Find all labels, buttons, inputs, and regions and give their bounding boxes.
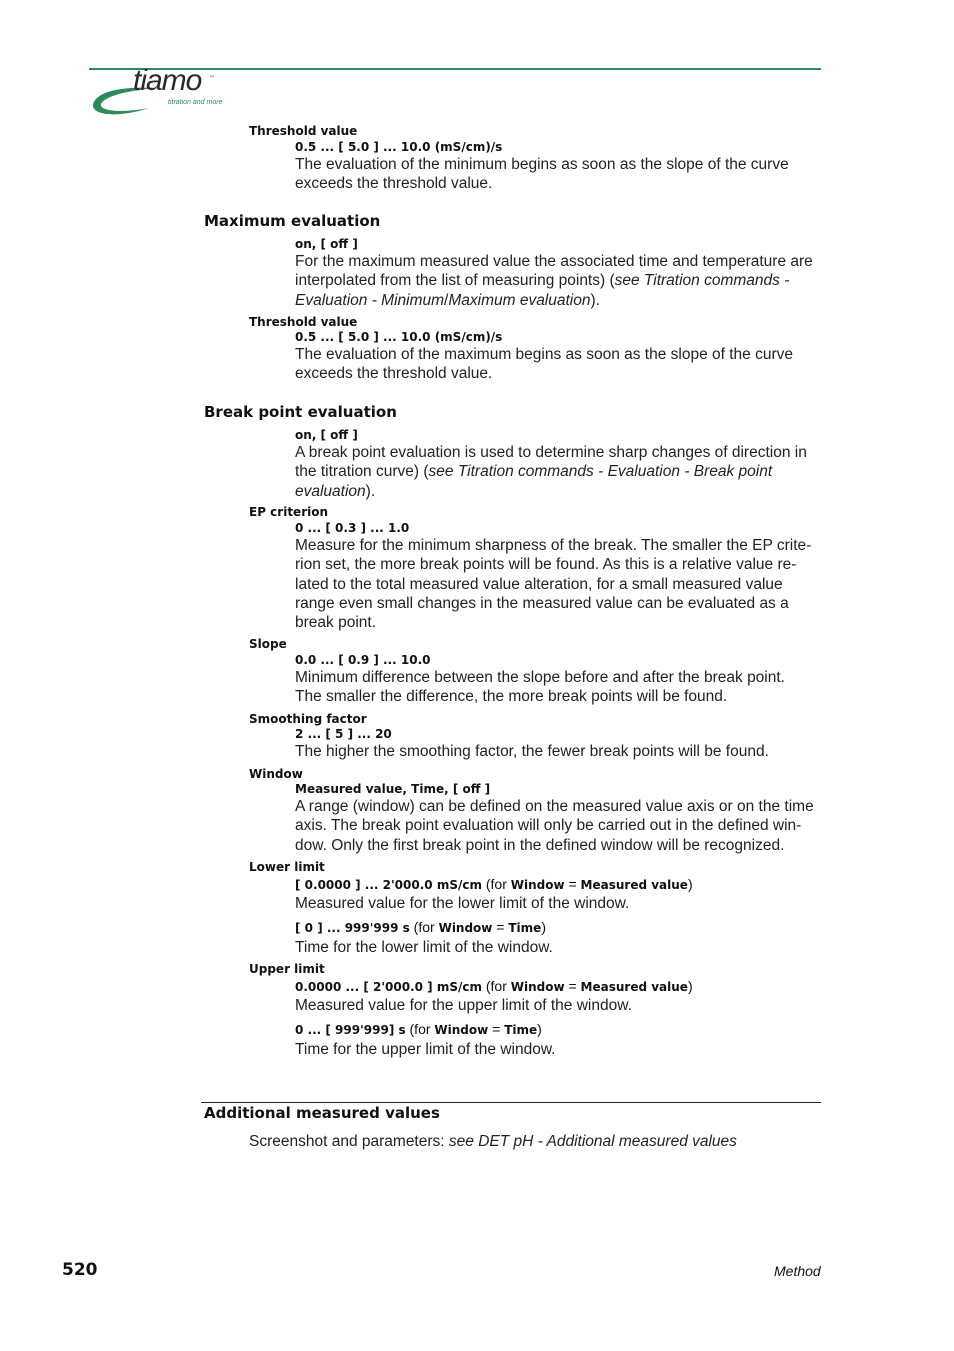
- param-value-max-threshold: 0.5 ... [ 5.0 ] ... 10.0 (mS/cm)/s: [295, 330, 503, 344]
- param-desc-upper-limit-time: Time for the upper limit of the window.: [295, 1041, 556, 1058]
- param-label-smoothing-factor: Smoothing factor: [249, 712, 367, 726]
- param-label-min-threshold: Threshold value: [249, 124, 358, 138]
- param-desc-min-threshold: The evaluation of the minimum begins as soon as the slope of the curve exceeds the threshold value.: [295, 156, 789, 193]
- param-value-upper-limit-time: 0 ... [ 999'999] s (for Window = Time): [295, 1021, 542, 1037]
- section-divider: [201, 1102, 821, 1103]
- page-number: 520: [62, 1260, 98, 1280]
- param-value-bp-eval: on, [ off ]: [295, 428, 358, 442]
- param-label-max-threshold: Threshold value: [249, 315, 358, 329]
- tiamo-logo: [89, 64, 249, 118]
- param-value-smoothing-factor: 2 ... [ 5 ] ... 20: [295, 727, 392, 741]
- param-desc-window: A range (window) can be defined on the measured value axis or on the time axis. The break point evaluation will only be carried out in the defined win- dow. Only the first break point in the defined window will be recognized.: [295, 798, 814, 854]
- param-value-slope: 0.0 ... [ 0.9 ] ... 10.0: [295, 653, 431, 667]
- param-label-upper-limit: Upper limit: [249, 962, 325, 976]
- logo-wordmark: tiamo: [133, 64, 202, 97]
- logo-trademark: ™: [209, 75, 215, 82]
- param-desc-upper-limit-measured: Measured value for the upper limit of the window.: [295, 997, 632, 1014]
- param-desc-lower-limit-time: Time for the lower limit of the window.: [295, 939, 553, 956]
- param-value-ep-criterion: 0 ... [ 0.3 ] ... 1.0: [295, 521, 410, 535]
- param-desc-bp-eval: A break point evaluation is used to determine sharp changes of direction in the titration curve) (see Titration commands - Evaluation - Break point evaluation).: [295, 444, 807, 500]
- section-heading-break-point-evaluation: Break point evaluation: [204, 403, 397, 421]
- param-desc-ep-criterion: Measure for the minimum sharpness of the break. The smaller the EP crite- rion set, the more break points will be found. As this is a relative value re- lated to the total measured value alteration, for a small measured value range even small changes in the measured value can be evaluated as a break point.: [295, 537, 812, 632]
- param-desc-lower-limit-measured: Measured value for the lower limit of the window.: [295, 895, 630, 912]
- param-desc-slope: Minimum difference between the slope before and after the break point. The smaller the difference, the more break points will be found.: [295, 669, 785, 706]
- param-value-lower-limit-measured: [ 0.0000 ] ... 2'000.0 mS/cm (for Window = Measured value): [295, 876, 693, 892]
- param-label-lower-limit: Lower limit: [249, 860, 325, 874]
- param-value-lower-limit-time: [ 0 ] ... 999'999 s (for Window = Time): [295, 919, 546, 935]
- param-value-max-eval: on, [ off ]: [295, 237, 358, 251]
- param-desc-smoothing-factor: The higher the smoothing factor, the fewer break points will be found.: [295, 743, 769, 760]
- param-value-min-threshold: 0.5 ... [ 5.0 ] ... 10.0 (mS/cm)/s: [295, 140, 503, 154]
- additional-reference-text: Screenshot and parameters: see DET pH - Additional measured values: [249, 1133, 737, 1150]
- footer-section-name: Method: [774, 1263, 821, 1279]
- param-value-upper-limit-measured: 0.0000 ... [ 2'000.0 ] mS/cm (for Window = Measured value): [295, 978, 693, 994]
- logo-tagline: titration and more: [168, 99, 223, 106]
- param-label-slope: Slope: [249, 637, 287, 651]
- param-desc-max-eval: For the maximum measured value the associated time and temperature are interpolated from the list of measuring points) (see Titration commands - Evaluation - Minimum/Maximum evaluation).: [295, 253, 813, 309]
- param-label-window: Window: [249, 767, 303, 781]
- param-desc-max-threshold: The evaluation of the maximum begins as soon as the slope of the curve exceeds the threshold value.: [295, 346, 794, 383]
- param-label-ep-criterion: EP criterion: [249, 505, 329, 519]
- section-heading-additional-measured-values: Additional measured values: [204, 1104, 440, 1122]
- section-heading-maximum-evaluation: Maximum evaluation: [204, 212, 381, 230]
- param-value-window: Measured value, Time, [ off ]: [295, 782, 491, 796]
